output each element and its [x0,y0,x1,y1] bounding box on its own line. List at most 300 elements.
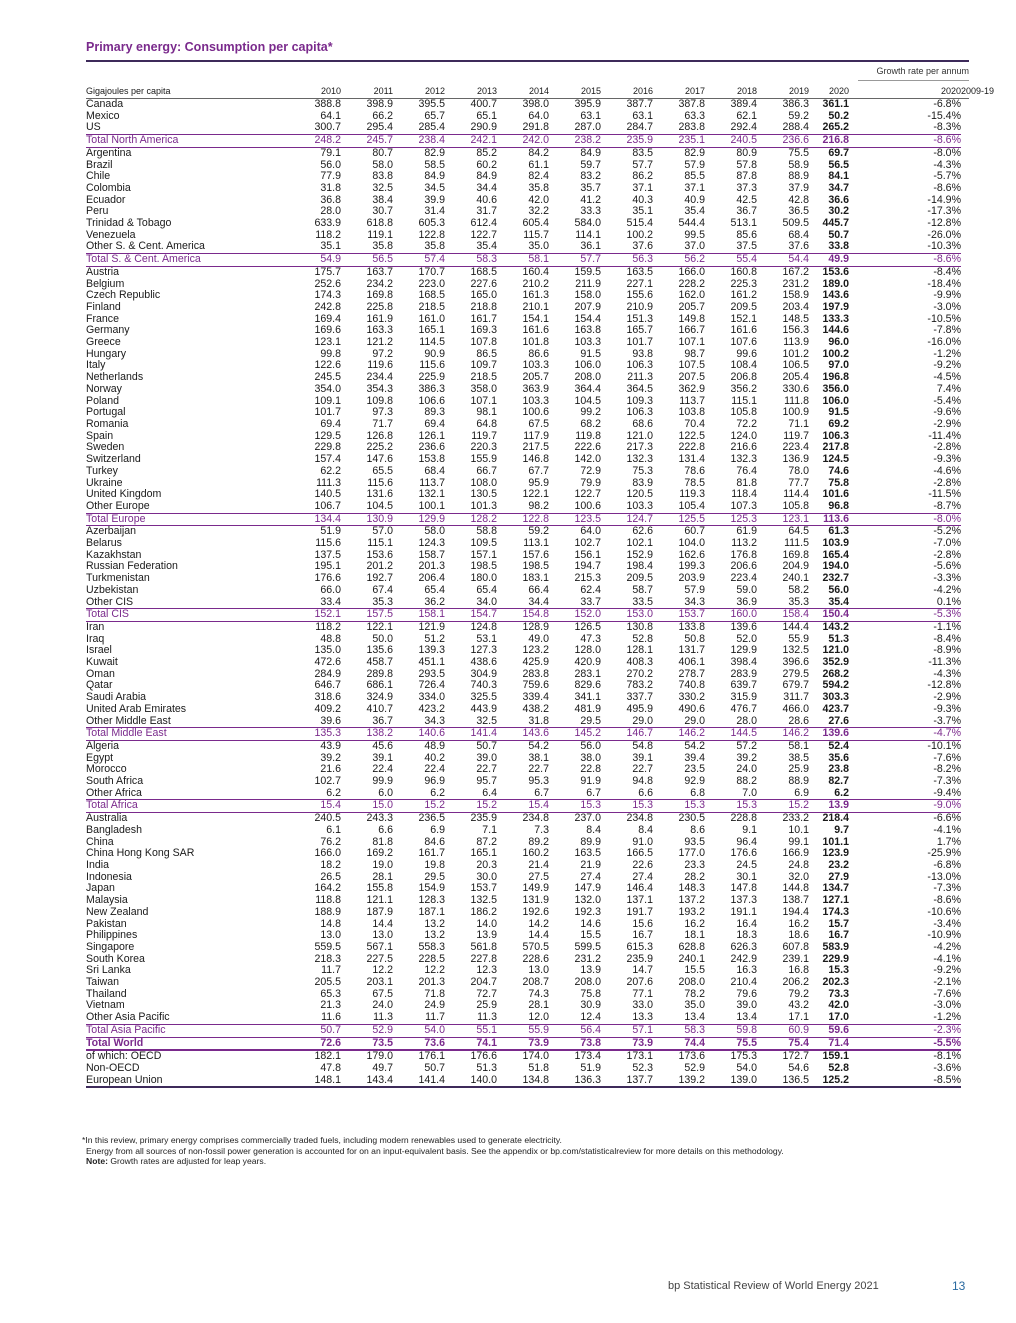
value-cell: 103.8 [678,406,705,419]
value-cell: 18.6 [788,929,809,942]
value-cell: 123.2 [522,644,549,657]
value-cell: 165.4 [822,548,849,561]
growth-cell: -4.2% [933,940,961,953]
value-cell: 570.5 [522,940,549,953]
value-cell: 128.3 [418,894,445,907]
total-row [86,800,969,813]
row-label: China Hong Kong SAR [86,847,195,860]
spacer-cell [849,135,909,148]
spacer-cell [849,883,909,895]
total-row [86,609,969,622]
growth-col-header: 2020 [909,84,961,99]
value-cell: 207.5 [678,371,705,384]
value-cell: 18.3 [736,929,757,942]
value-cell: 207.6 [626,976,653,989]
value-cell: 170.7 [418,265,445,278]
row-label: Total S. & Cent. America [86,254,261,267]
value-cell: 37.6 [632,240,653,253]
value-cell: 54.9 [261,254,341,267]
value-cell: 161.0 [418,312,445,325]
value-cell: 179.0 [366,1050,393,1063]
value-cell: 283.8 [678,121,705,134]
value-cell: 109.3 [626,394,653,407]
value-cell: 36.8 [320,193,341,206]
value-cell: 594.2 [822,679,849,692]
value-cell: 54.2 [684,739,705,752]
spacer-cell [849,302,909,314]
value-cell: 101.3 [470,499,497,512]
value-cell: 490.6 [678,702,705,715]
table-row [86,538,969,550]
value-cell: 218.5 [418,300,445,313]
value-cell: 144.5 [705,728,757,741]
value-cell: 206.6 [730,560,757,573]
value-cell: 88.2 [736,775,757,788]
value-cell: 210.1 [522,300,549,313]
spacer-cell [849,621,909,633]
value-cell: 119.1 [367,228,393,241]
value-cell: 284.7 [626,121,653,134]
value-cell: 31.4 [424,205,445,218]
value-cell: 39.1 [632,751,653,764]
footnote-line-1: *In this review, primary energy comprises commercially traded fuels, including modern renewables used to generate electricity. [82,1135,562,1145]
value-cell: 173.4 [574,1050,601,1063]
value-cell: 409.2 [314,702,341,715]
growth-cell: -8.6% [933,181,961,194]
table-row [86,99,969,111]
value-cell: 75.8 [580,987,601,1000]
value-cell: 211.3 [627,371,653,384]
spacer-cell [849,160,909,172]
value-cell: 52.3 [632,1061,653,1074]
value-cell: 95.3 [528,775,549,788]
growth-col-header: 2009-19 [961,84,969,99]
value-cell: 58.3 [653,1024,705,1037]
value-cell: 29.0 [684,714,705,727]
spacer-cell [849,825,909,837]
value-cell: 21.9 [580,859,601,871]
value-cell: 192.6 [522,905,549,918]
value-cell: 33.0 [632,999,653,1012]
growth-cell: -3.6% [933,1061,961,1074]
value-cell: 22.4 [372,763,393,776]
value-cell: 119.3 [679,488,705,501]
value-cell: 13.9 [476,929,497,942]
row-label: Philippines [86,929,138,942]
value-cell: 57.7 [632,158,653,171]
growth-cell: 1.7% [936,835,961,848]
value-cell: 69.2 [828,417,849,430]
year-header: 2015 [549,84,601,99]
value-cell: 6.2 [834,786,849,799]
value-cell: 148.5 [782,312,809,325]
value-cell: 265.2 [822,121,849,134]
value-cell: 104.0 [678,537,705,550]
value-cell: 96.0 [828,336,849,349]
value-cell: 85.2 [476,146,497,159]
value-cell: 93.5 [684,835,705,848]
growth-cell: -7.6% [933,751,961,764]
value-cell: 60.7 [684,525,705,538]
value-cell: 208.7 [522,976,549,989]
value-cell: 122.1 [366,620,393,633]
total-row [86,728,969,741]
growth-cell: -18.4% [927,277,961,290]
value-cell: 157.6 [522,548,549,561]
value-cell: 138.7 [782,894,809,907]
row-label: Malaysia [86,894,128,907]
table-row [86,860,969,872]
value-cell: 57.9 [684,583,705,596]
table-row [86,942,969,954]
value-cell: 73.3 [828,987,849,1000]
value-cell: 300.7 [314,121,341,134]
value-cell: 191.1 [730,905,757,918]
value-cell: 89.3 [424,406,445,419]
total-row [86,513,969,526]
value-cell: 122.7 [574,488,601,501]
value-cell: 240.5 [314,812,341,825]
value-cell: 37.0 [684,240,705,253]
value-cell: 29.0 [632,714,653,727]
year-header: 2017 [653,84,705,99]
growth-cell: -8.0% [909,513,961,526]
spacer-cell [849,645,909,657]
value-cell: 56.0 [580,739,601,752]
growth-cell: -5.5% [909,1037,961,1050]
value-cell: 58.8 [476,525,497,538]
value-cell: 108.4 [730,359,757,372]
value-cell: 6.4 [482,786,497,799]
value-cell: 58.2 [788,583,809,596]
value-cell: 113.7 [679,394,705,407]
value-cell: 50.2 [828,109,849,122]
value-cell: 159.1 [822,1050,849,1063]
value-cell: 354.3 [366,382,393,395]
value-cell: 52.8 [632,632,653,645]
value-cell: 6.6 [378,823,393,836]
value-cell: 67.4 [372,583,393,596]
value-cell: 24.0 [736,763,757,776]
value-cell: 51.9 [580,1061,601,1074]
value-cell: 248.2 [261,135,341,148]
value-cell: 16.4 [736,917,757,930]
value-cell: 37.6 [788,240,809,253]
value-cell: 19.0 [372,859,393,871]
value-cell: 124.0 [730,429,757,442]
value-cell: 113.2 [731,537,757,550]
row-label: Azerbaijan [86,525,137,538]
growth-cell: -8.6% [933,894,961,907]
value-cell: 14.4 [528,929,549,942]
value-cell: 73.9 [497,1037,549,1050]
growth-cell: -8.6% [909,254,961,267]
value-cell: 513.1 [730,217,757,230]
growth-cell: -1.1% [933,620,961,633]
value-cell: 233.2 [782,812,809,825]
value-cell: 84.9 [476,170,497,183]
value-cell: 62.4 [580,583,601,596]
spacer-cell [849,337,909,349]
value-cell: 13.0 [320,929,341,942]
spacer-cell [849,372,909,384]
value-cell: 330.2 [678,691,705,704]
value-cell: 15.4 [261,800,341,813]
value-cell: 14.6 [580,917,601,930]
value-cell: 51.9 [320,525,341,538]
spacer-cell [849,680,909,692]
top-rule [86,60,969,62]
value-cell: 11.3 [373,1011,393,1024]
value-cell: 117.9 [523,429,549,442]
value-cell: 194.4 [782,905,809,918]
value-cell: 34.3 [424,714,445,727]
value-cell: 13.0 [528,964,549,977]
growth-cell: -8.2% [933,763,961,776]
value-cell: 216.8 [809,135,849,148]
growth-cell: -14.9% [927,193,961,206]
value-cell: 103.9 [822,537,849,550]
value-cell: 646.7 [314,679,341,692]
value-cell: 163.5 [574,847,601,860]
growth-cell: -2.8% [933,548,961,561]
value-cell: 158.0 [574,289,601,302]
value-cell: 13.3 [632,1011,653,1024]
value-cell: 22.7 [476,763,497,776]
value-cell: 423.2 [418,702,445,715]
spacer-cell [849,657,909,669]
spacer-cell [849,930,909,942]
value-cell: 14.0 [476,917,497,930]
value-cell: 71.1 [788,417,809,430]
value-cell: 58.1 [788,739,809,752]
spacer-cell [849,1024,909,1037]
value-cell: 74.3 [528,987,549,1000]
value-cell: 109.5 [470,537,497,550]
value-cell: 127.3 [470,644,497,657]
value-cell: 141.4 [393,1075,445,1088]
value-cell: 395.9 [574,98,601,110]
value-cell: 100.1 [418,499,445,512]
value-cell: 41.2 [580,193,601,206]
value-cell: 147.9 [574,882,601,895]
value-cell: 32.5 [372,181,393,194]
row-label: Trinidad & Tobago [86,217,172,230]
value-cell: 388.8 [314,98,341,110]
value-cell: 36.7 [736,205,757,218]
value-cell: 6.8 [690,786,705,799]
value-cell: 612.4 [470,217,497,230]
value-cell: 35.1 [632,205,653,218]
growth-cell: -5.2% [933,525,961,538]
spacer-cell [849,597,909,609]
value-cell: 107.3 [730,499,757,512]
growth-cell: -5.6% [933,560,961,573]
value-cell: 15.2 [393,800,445,813]
value-cell: 11.7 [321,964,341,977]
value-cell: 35.3 [372,595,393,608]
value-cell: 50.7 [828,228,849,241]
value-cell: 18.2 [320,859,341,871]
value-cell: 74.1 [445,1037,497,1050]
value-cell: 146.8 [522,453,549,466]
value-cell: 89.9 [580,835,601,848]
value-cell: 35.8 [528,181,549,194]
value-cell: 24.5 [736,859,757,871]
value-cell: 146.7 [601,728,653,741]
growth-cell: -16.0% [927,336,961,349]
value-cell: 361.1 [822,98,849,110]
value-cell: 386.3 [418,382,445,395]
value-cell: 69.7 [828,146,849,159]
value-cell: 56.5 [828,158,849,171]
value-cell: 105.4 [678,499,705,512]
value-cell: 15.3 [601,800,653,813]
value-cell: 33.5 [632,595,653,608]
value-cell: 68.4 [424,464,445,477]
value-cell: 14.7 [632,964,653,977]
value-cell: 176.6 [470,1050,497,1063]
value-cell: 91.0 [632,835,653,848]
value-cell: 205.5 [314,976,341,989]
spacer-cell [849,1000,909,1012]
value-cell: 438.6 [470,656,497,669]
value-cell: 66.2 [372,109,393,122]
value-cell: 234.2 [366,277,393,290]
value-cell: 34.4 [476,181,497,194]
value-cell: 28.0 [320,205,341,218]
row-label: Other S. & Cent. America [86,240,205,253]
value-cell: 24.0 [372,999,393,1012]
value-cell: 109.8 [366,394,393,407]
value-cell: 27.9 [828,870,849,883]
value-cell: 173.6 [678,1050,705,1063]
value-cell: 425.9 [522,656,549,669]
table-row [86,621,969,633]
value-cell: 12.2 [372,964,393,977]
value-cell: 161.7 [470,312,497,325]
value-cell: 206.4 [418,572,445,585]
table-row [86,266,969,278]
value-cell: 58.3 [445,254,497,267]
value-cell: 37.1 [684,181,705,194]
value-cell: 82.7 [828,775,849,788]
value-cell: 227.1 [626,277,653,290]
value-cell: 124.7 [601,513,653,526]
value-cell: 174.0 [522,1050,549,1063]
value-cell: 283.8 [522,667,549,680]
value-cell: 130.5 [470,488,497,501]
value-cell: 174.3 [314,289,341,302]
value-cell: 205.7 [522,371,549,384]
value-cell: 223.4 [730,572,757,585]
spacer-cell [849,800,909,813]
growth-cell: -3.4% [933,917,961,930]
value-cell: 15.0 [341,800,393,813]
value-cell: 205.4 [782,371,809,384]
growth-cell: -4.3% [933,158,961,171]
value-cell: 78.5 [684,476,705,489]
row-label: Belarus [86,537,122,550]
spacer-cell [849,290,909,302]
value-cell: 238.2 [549,135,601,148]
row-label: Ukraine [86,476,123,489]
value-cell: 42.5 [736,193,757,206]
value-cell: 76.2 [320,835,341,848]
spacer-cell [849,538,909,550]
value-cell: 325.5 [470,691,497,704]
value-cell: 14.8 [320,917,341,930]
value-cell: 36.6 [828,193,849,206]
value-cell: 12.3 [476,964,497,977]
value-cell: 30.9 [580,999,601,1012]
value-cell: 115.6 [367,476,393,489]
value-cell: 400.7 [470,98,497,110]
value-cell: 174.3 [822,905,849,918]
row-label: of which: OECD [86,1050,162,1063]
growth-cell: -17.3% [927,205,961,218]
value-cell: 164.2 [314,882,341,895]
value-cell: 270.2 [626,667,653,680]
row-label: US [86,121,101,134]
value-cell: 45.6 [372,739,393,752]
value-cell: 15.3 [653,800,705,813]
value-cell: 21.3 [320,999,341,1012]
value-cell: 96.9 [424,775,445,788]
value-cell: 139.0 [705,1075,757,1088]
value-cell: 410.7 [366,702,393,715]
value-cell: 35.0 [684,999,705,1012]
value-cell: 65.3 [320,987,341,1000]
value-cell: 15.2 [757,800,809,813]
value-cell: 78.6 [684,464,705,477]
value-cell: 57.9 [684,158,705,171]
value-cell: 51.8 [528,1061,549,1074]
value-cell: 72.9 [580,464,601,477]
value-cell: 146.4 [626,882,653,895]
growth-cell: -3.0% [933,999,961,1012]
value-cell: 84.9 [424,170,445,183]
value-cell: 58.1 [497,254,549,267]
value-cell: 140.0 [445,1075,497,1088]
value-cell: 245.7 [341,135,393,148]
row-label: Hungary [86,347,127,360]
value-cell: 283.9 [730,667,757,680]
spacer-cell [849,692,909,704]
value-cell: 285.4 [418,121,445,134]
value-cell: 236.6 [757,135,809,148]
value-cell: 356.0 [822,382,849,395]
row-label: China [86,835,114,848]
spacer-cell [849,907,909,919]
spacer-cell [849,111,909,123]
value-cell: 295.4 [366,121,393,134]
value-cell: 198.4 [626,560,653,573]
spacer-cell [849,954,909,966]
growth-cell: 0.1% [936,595,961,608]
growth-cell: -3.3% [933,572,961,585]
value-cell: 72.6 [261,1037,341,1050]
growth-cell: -10.9% [927,929,961,942]
value-cell: 13.9 [580,964,601,977]
value-cell: 35.8 [372,240,393,253]
value-cell: 125.2 [809,1075,849,1088]
value-cell: 107.1 [470,394,497,407]
value-cell: 330.6 [782,382,809,395]
value-cell: 32.0 [788,870,809,883]
growth-rate-header: Growth rate per annum [876,66,969,76]
value-cell: 67.7 [528,464,549,477]
